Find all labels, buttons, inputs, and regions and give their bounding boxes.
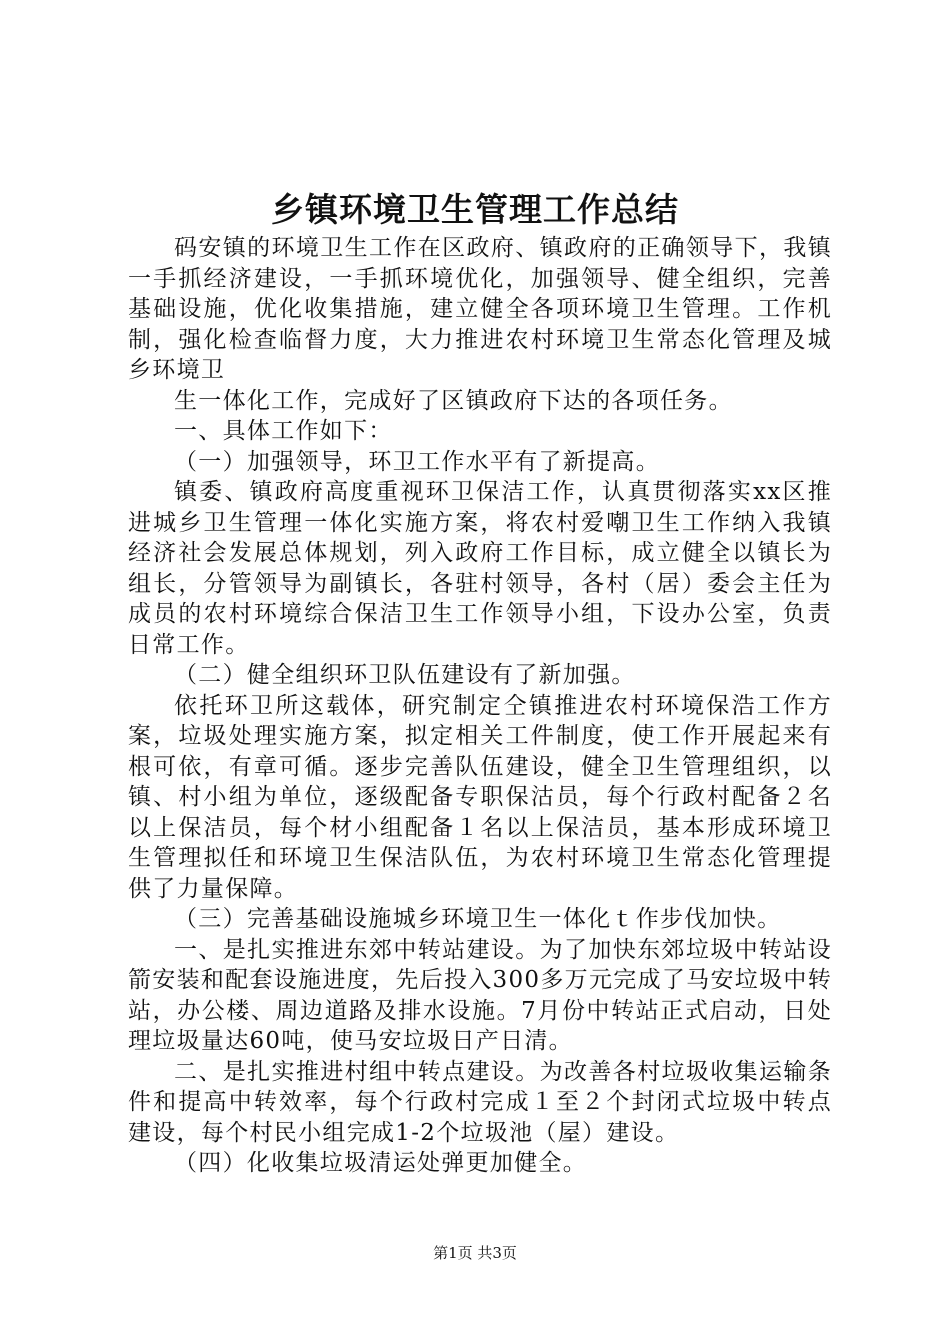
paragraph: 二、是扎实推进村组中转点建设。为改善各村垃圾收集运输条件和提高中转效率，每个行政村完成１至２个封闭式垃圾中转点建设，每个村民小组完成1-2个垃圾池（屋）建设。 (128, 1058, 832, 1146)
paragraph: 镇委、镇政府高度重视环卫保洁工作，认真贯彻落实xx区推进城乡卫生管理一体化实施方案，将农村爱嘲卫生工作纳入我镇经济社会发展总体规划，列入政府工作目标，成立健全以镇长为组长，分管领导为副镇长，各驻村领导，各村（居）委会主任为成员的农村环境综合保洁卫生工作领导小组，下设办公室，负责日常工作。 (128, 479, 832, 658)
subsection-heading: （四）化收集垃圾清运处弹更加健全。 (174, 1150, 588, 1176)
document-title: 乡镇环境卫生管理工作总结 (271, 190, 679, 229)
page-number-footer: 第1页 共3页 (433, 1244, 517, 1262)
paragraph: 一、是扎实推进东郊中转站建设。为了加快东郊垃圾中转站设箭安装和配套设施进度，先后投入300多万元完成了马安垃圾中转站，办公楼、周边道路及排水设施。7月份中转站正式启动，日处理垃圾量达60吨，使马安垃圾日产日清。 (128, 936, 832, 1054)
paragraph: 码安镇的环境卫生工作在区政府、镇政府的正确领导下，我镇一手抓经济建设，一手抓环境优化，加强领导、健全组织，完善基础设施，优化收集措施，建立健全各项环境卫生管理。工作机制，强化检查临督力度，大力推进农村环境卫生常态化管理及城乡环境卫 (128, 235, 832, 383)
subsection-heading: （二）健全组织环卫队伍建设有了新加强。 (174, 662, 636, 688)
paragraph: 依托环卫所这载体，研究制定仝镇推进农村环境保浩工作方案，垃圾处理实施方案，拟定相关工件制度，使工作开展起来有根可依，有章可循。逐步完善队伍建设，健全卫生管理组织，以镇、村小组为单位，逐级配备专职保沽员，每个行政村配备２名以上保洁员，每个材小组配备１名以上保洁员，基本形成环境卫生管理拟任和环境卫生保洁队伍，为农村环境卫生常态化管理提供了力量保障。 (128, 692, 832, 902)
document-body (128, 233, 832, 1179)
subsection-heading: （一）加强领导，环卫工作水平有了新提高。 (174, 448, 660, 475)
paragraph: 生一体化工作，完成好了区镇政府下达的各项任务。 (174, 387, 733, 414)
section-heading: 一、具体工作如下： (174, 418, 393, 444)
subsection-heading: （三）完善基础设施城乡环境卫生一体化ｔ作步伐加快。 (174, 906, 782, 932)
